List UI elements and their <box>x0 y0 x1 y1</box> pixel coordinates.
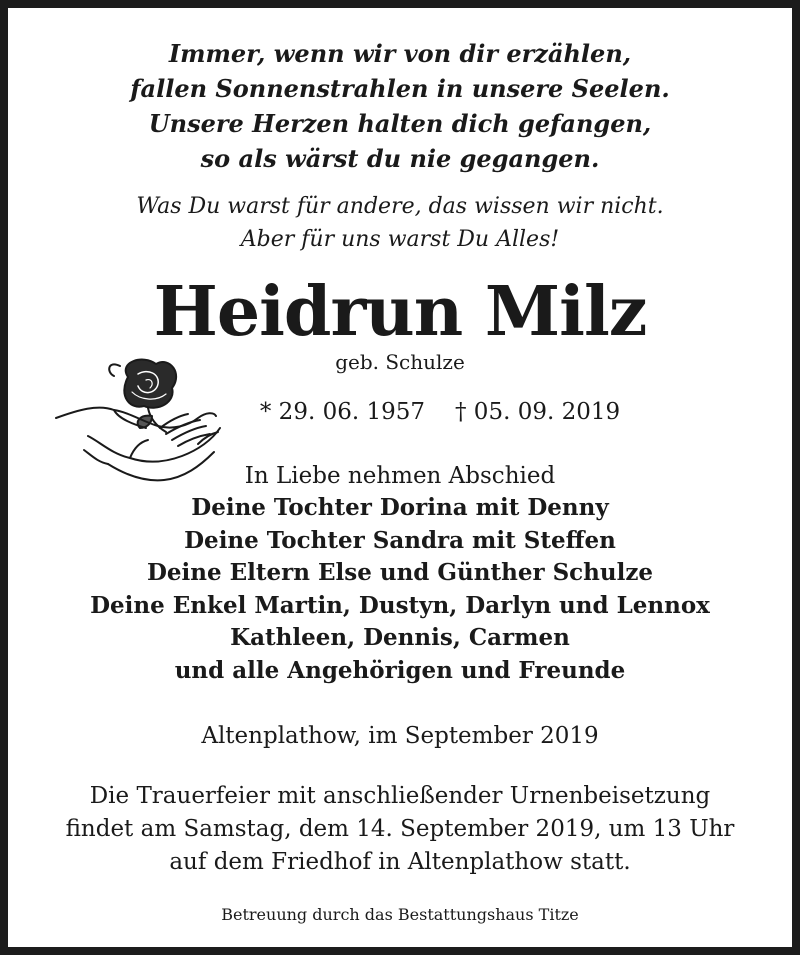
mourner-line: Deine Tochter Sandra mit Steffen <box>184 526 616 554</box>
funeral-line: Die Trauerfeier mit anschließender Urnenbeisetzung <box>89 783 711 809</box>
mourner-line: Deine Tochter Dorina mit Denny <box>191 494 609 521</box>
deceased-name: Heidrun Milz <box>153 272 647 352</box>
funeral-line: findet am Samstag, dem 14. September 2019, um 13 Uhr <box>65 816 735 842</box>
quote-line: Aber für uns warst Du Alles! <box>240 227 560 252</box>
memorial-quote <box>8 190 792 256</box>
undertaker-credit: Betreuung durch das Bestattungshaus Titze <box>221 905 579 924</box>
poem-line: Immer, wenn wir von dir erzählen, <box>168 39 632 68</box>
mourner-line: Kathleen, Dennis, Carmen <box>230 624 570 651</box>
birth-name: geb. Schulze <box>335 350 465 374</box>
memorial-poem <box>8 36 792 176</box>
quote-line: Was Du warst für andere, das wissen wir nicht. <box>136 194 664 219</box>
life-dates <box>8 396 792 428</box>
funeral-details <box>8 780 792 879</box>
poem-line: fallen Sonnenstrahlen in unsere Seelen. <box>130 74 670 103</box>
place-and-date: Altenplathow, im September 2019 <box>201 723 599 749</box>
mourner-line: und alle Angehörigen und Freunde <box>174 656 626 684</box>
funeral-line: auf dem Friedhof in Altenplathow statt. <box>169 849 631 875</box>
birth-date: * 29. 06. 1957 <box>259 399 425 425</box>
poem-line: so als wärst du nie gegangen. <box>200 144 600 173</box>
mourner-line: Deine Enkel Martin, Dustyn, Darlyn und Lennox <box>90 591 710 619</box>
mourners-intro: In Liebe nehmen Abschied <box>244 463 556 489</box>
poem-line: Unsere Herzen halten dich gefangen, <box>148 109 652 138</box>
mourner-line: Deine Eltern Else und Günther Schulze <box>146 559 654 586</box>
death-date: † 05. 09. 2019 <box>455 399 621 425</box>
mourners-list <box>8 492 792 687</box>
